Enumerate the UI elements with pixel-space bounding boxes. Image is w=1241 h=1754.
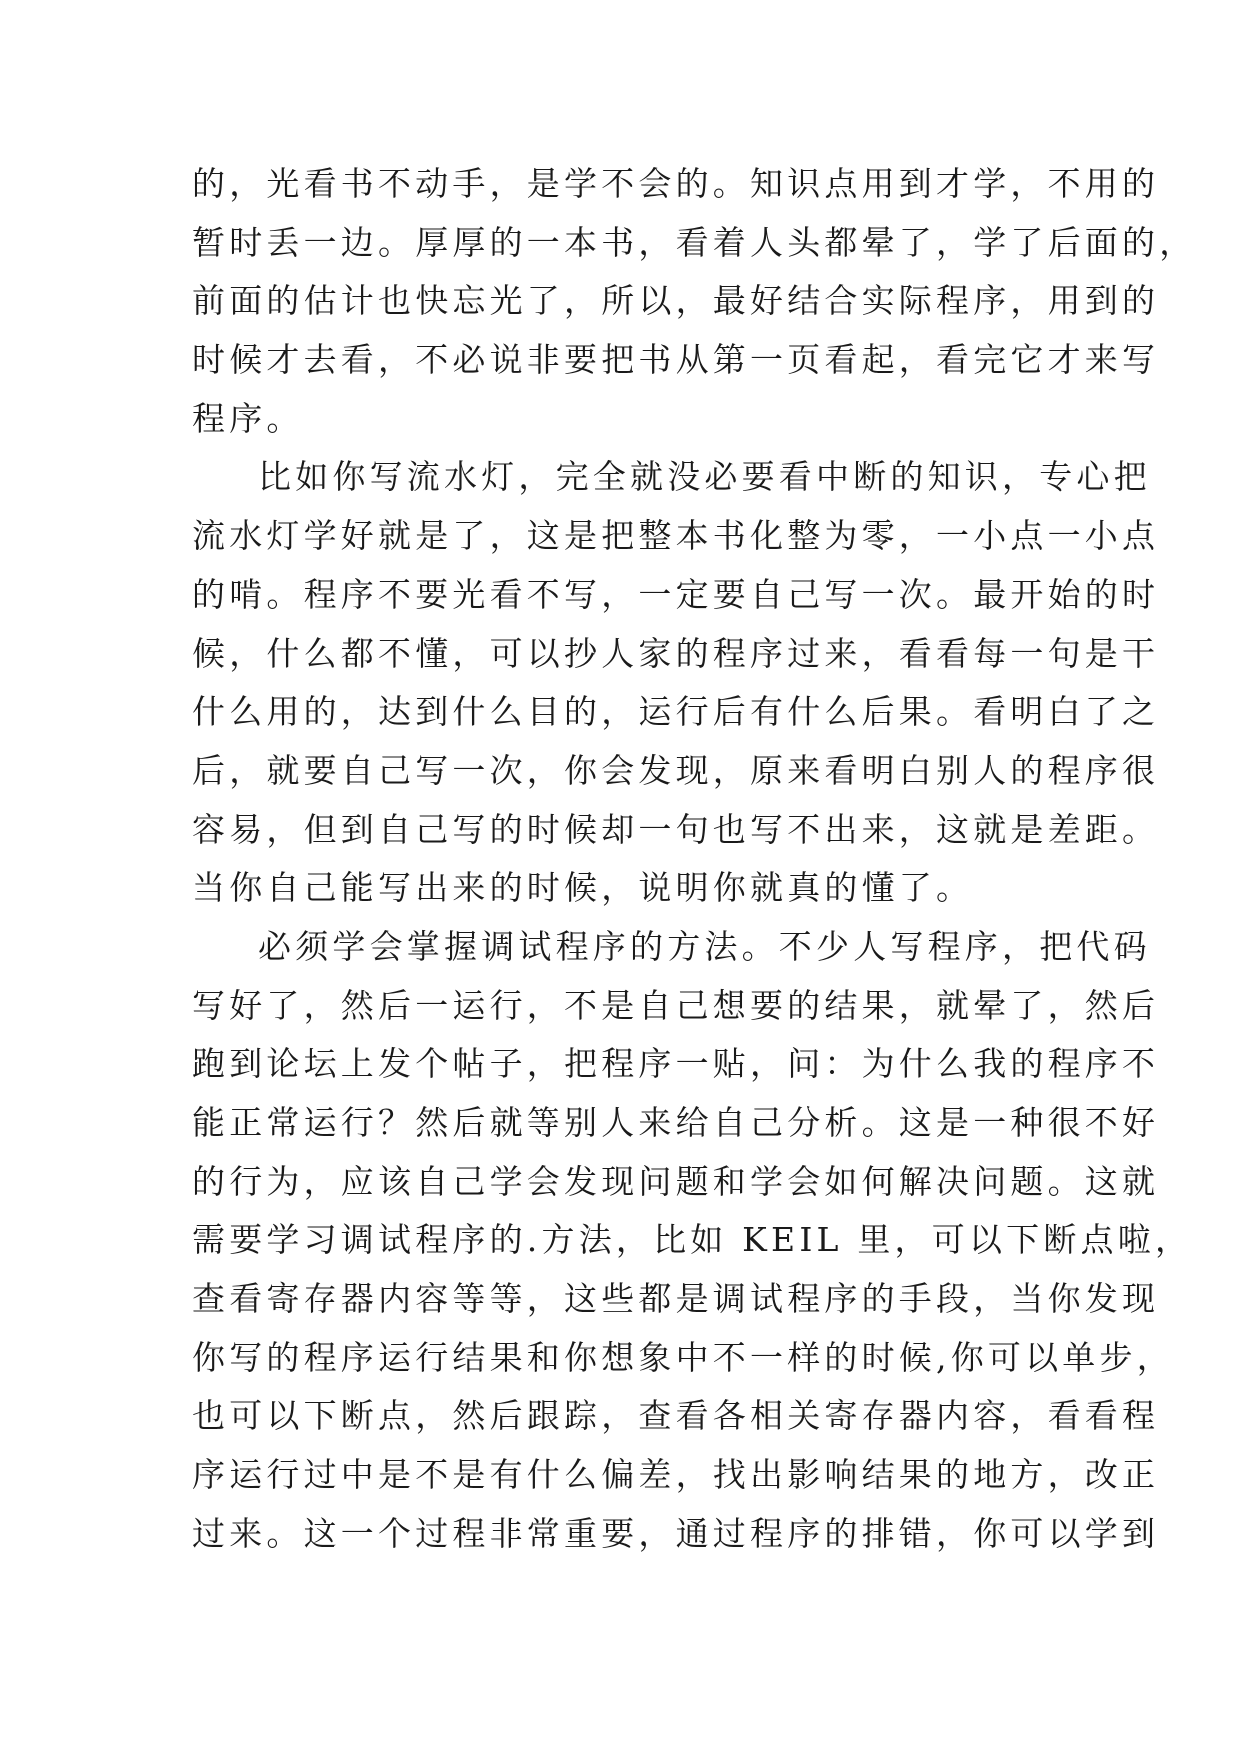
text-line: 的行为，应该自己学会发现问题和学会如何解决问题。这就 [192, 1161, 1160, 1201]
text-line: 暂时丢一边。厚厚的一本书，看着人头都晕了，学了后面的， [192, 222, 1197, 262]
paragraph-2 [192, 448, 1160, 918]
text-line: 你写的程序运行结果和你想象中不一样的时候,你可以单步， [192, 1337, 1174, 1377]
text-line: 必须学会掌握调试程序的方法。不少人写程序，把代码 [258, 926, 1151, 966]
paragraph-3 [192, 918, 1193, 1564]
text-line: 容易，但到自己写的时候却一句也写不出来，这就是差距。 [192, 809, 1160, 849]
text-line: 过来。这一个过程非常重要，通过程序的排错，你可以学到 [192, 1513, 1160, 1553]
text-line: 需要学习调试程序的.方法，比如 KEIL 里，可以下断点啦， [192, 1220, 1193, 1260]
text-line: 的，光看书不动手，是学不会的。知识点用到才学，不用的 [192, 164, 1160, 203]
text-line: 什么用的，达到什么目的，运行后有什么后果。看明白了之 [192, 692, 1160, 732]
text-line: 序运行过中是不是有什么偏差，找出影响结果的地方，改正 [192, 1455, 1160, 1495]
text-line: 前面的估计也快忘光了，所以，最好结合实际程序，用到的 [192, 281, 1160, 321]
text-line: 查看寄存器内容等等，这些都是调试程序的手段，当你发现 [192, 1279, 1160, 1319]
text-line: 比如你写流水灯，完全就没必要看中断的知识，专心把 [258, 457, 1151, 497]
text-line: 能正常运行？然后就等别人来给自己分析。这是一种很不好 [192, 1103, 1160, 1142]
document-body [192, 155, 1197, 1564]
text-line: 流水灯学好就是了，这是把整本书化整为零，一小点一小点 [192, 516, 1160, 556]
text-line: 也可以下断点，然后跟踪，查看各相关寄存器内容，看看程 [192, 1396, 1160, 1436]
text-line: 写好了，然后一运行，不是自己想要的结果，就晕了，然后 [192, 985, 1160, 1025]
text-line: 跑到论坛上发个帖子，把程序一贴，问：为什么我的程序不 [192, 1044, 1160, 1084]
text-line: 程序。 [192, 398, 304, 438]
text-line: 的啃。程序不要光看不写，一定要自己写一次。最开始的时 [192, 574, 1160, 614]
text-line: 时候才去看，不必说非要把书从第一页看起，看完它才来写 [192, 340, 1160, 380]
text-line: 当你自己能写出来的时候，说明你就真的懂了。 [192, 868, 974, 908]
text-line: 后，就要自己写一次，你会发现，原来看明白别人的程序很 [192, 750, 1160, 790]
paragraph-1 [192, 155, 1197, 448]
text-line: 候，什么都不懂，可以抄人家的程序过来，看看每一句是干 [192, 633, 1160, 673]
